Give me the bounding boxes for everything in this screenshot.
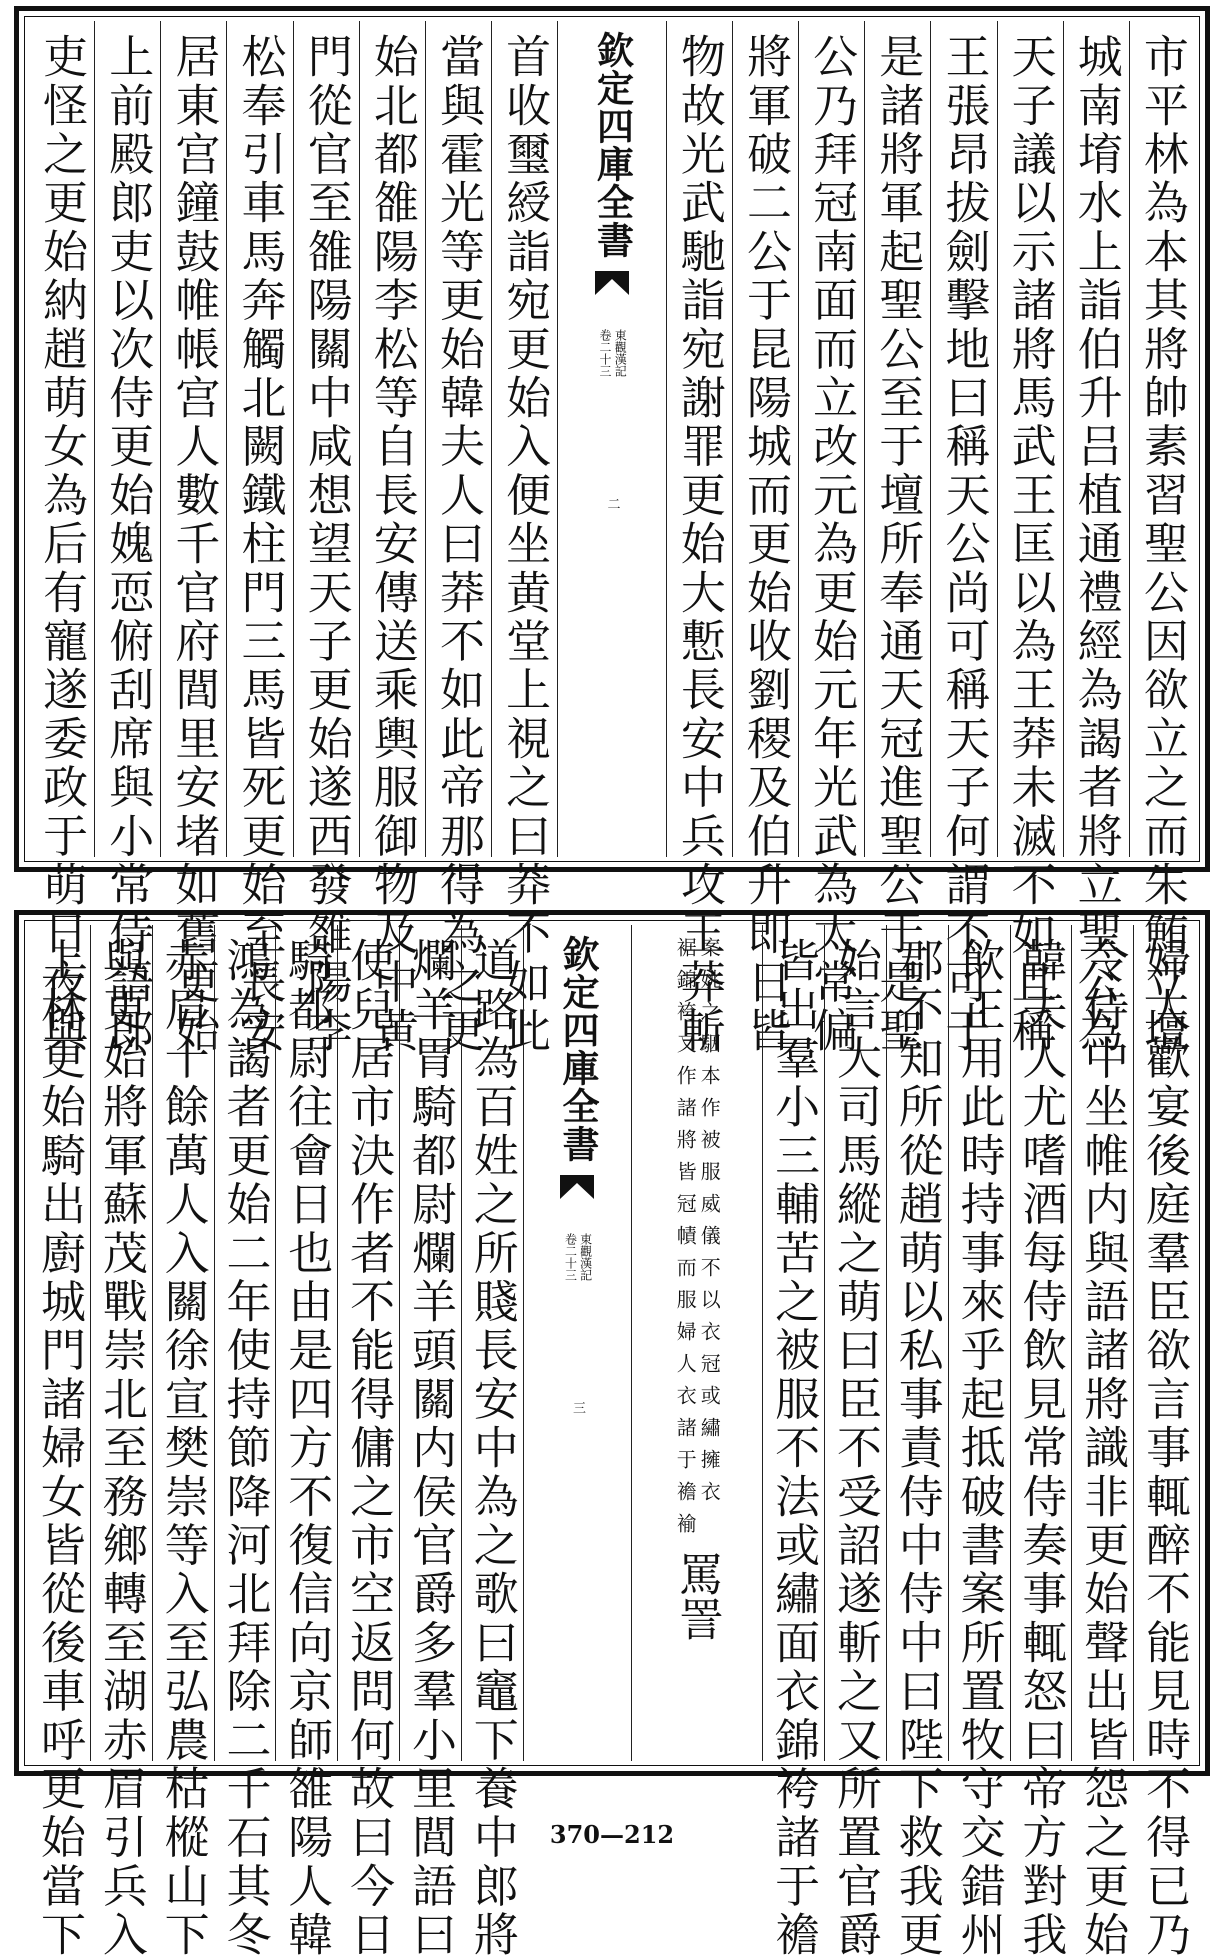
text-column [666,21,732,1056]
margin-page-number: 二 [604,497,620,510]
text-column [1133,925,1195,1960]
column-text: 韓夫人尤嗜酒每侍飲見常侍奏事輒怒曰帝方對我 [1014,937,1068,1960]
text-column [337,925,399,1960]
text-column [94,21,160,1056]
text-column [226,21,292,1056]
column-text: 當與霍光等更始韓夫人曰莽不如此帝那得為之更 [432,33,486,1056]
text-column [948,925,1010,1960]
annotation-trailing-text: 罵詈 [670,1551,724,1641]
column-text: 公乃拜冠南面而立改元為更始元年光武為太常偏 [805,33,859,1056]
text-column [90,925,152,1960]
column-text: 上林更始騎出廚城門諸婦女皆從後車呼更始當下 [32,937,86,1960]
text-column [29,925,90,1960]
column-text: 城南堉水上詣伯升吕植通禮經為謁者將立聖公為 [1069,33,1123,1056]
column-text: 始言大司馬縱之萌曰臣不受詔遂斬之又所置官爵 [828,937,882,1960]
column-text: 上前殿郎吏以次侍更始媿恧俯刮席與小常侍語郎 [101,33,155,1056]
margin-page-number: 三 [569,1401,585,1414]
column-text: 赤眉十餘萬人入關徐宣樊崇等入至弘農枯樅山下 [156,937,210,1960]
annotation-line-left: 裾錦袴又作諸將皆冠幘而服婦人衣諸于襜褕 [673,937,698,1545]
text-column [732,21,798,1056]
margin-title: 欽定四庫全書 [555,935,600,1163]
column-text: 道路為百姓之所賤長安中為之歌曰竈下養中郎將 [465,937,519,1960]
column-text: 使兒居市決作者不能得傭之市空返問何故曰今日 [342,937,396,1960]
column-text: 皆出羣小三輔苦之被服不法或繡面衣錦袴諸于襜 [767,937,821,1960]
column-text: 將軍破二公于昆陽城而更始收劉稷及伯升即日皆 [738,33,792,1056]
text-column [886,925,948,1960]
text-column [997,21,1063,1056]
column-text: 王張昂拔劍擊地曰稱天公尚可稱天子何謂不可于 [937,33,991,1056]
text-column [1071,925,1133,1960]
text-column [152,925,214,1960]
column-text: 居東宫鐘鼓帷帳宫人數千官府閭里安堵如舊更始 [167,33,221,1056]
column-text: 首收璽綬詣宛更始入便坐黄堂上視之曰莽不如此 [498,33,552,1056]
text-column [762,925,824,1960]
top-page [14,6,1210,1056]
fishtail-mark-icon [560,1169,594,1203]
column-text: 始北都雒陽李松等自長安傳送乘輿服御物及中黄 [365,33,419,1056]
column-text: 物故光武馳詣宛謝罪更始大慙長安中兵攻王莽斬 [672,33,726,1056]
text-column [798,21,864,1056]
text-column [824,925,886,1960]
margin-subtitle [598,329,626,377]
column-text: 飲正用此時持事來乎起抵破書案所置牧守交錯州 [952,937,1006,1960]
column-text: 鴻為謁者更始二年使持節降河北拜除二千石其冬 [218,937,272,1960]
text-column [214,925,276,1960]
margin-title: 欽定四庫全書 [590,31,635,259]
text-column [275,925,337,1960]
center-margin [523,925,632,1761]
column-text: 市平林為本其將帥素習聖公因欲立之而朱鮪立壇 [1135,33,1189,1056]
text-column [491,21,557,1056]
column-text: 松奉引車馬奔觸北闕鐵柱門三馬皆死更始至長安 [233,33,287,1056]
text-column [1063,21,1129,1056]
margin-subtitle [563,1233,591,1281]
text-column [160,21,226,1056]
column-text: 是諸將軍起聖公至于壇所奉通天冠進聖公于是聖 [871,33,925,1056]
top-page-columns [29,21,1195,1056]
text-column [864,21,930,1056]
page-number: 370—212 [549,1820,675,1849]
column-text: 婦人歡宴後庭羣臣欲言事輒醉不能見時不得已乃 [1138,937,1192,1960]
center-margin [557,21,666,857]
column-text: 門從官至雒陽關中咸想望天子更始遂西發雒陽李 [299,33,353,1056]
column-text: 騎都尉往會日也由是四方不復信向京師雒陽人韓 [280,937,334,1960]
margin-volume: 卷二十三 [598,329,612,377]
text-column [359,21,425,1056]
column-text: 郡不知所從趙萌以私事責侍中侍中曰陛下救我更 [890,937,944,1960]
margin-book-title: 東觀漢記 [578,1233,593,1281]
column-text: 與更始將軍蘇茂戰崇北至務鄉轉至湖赤眉引兵入 [94,937,148,1960]
text-column [399,925,461,1960]
text-column [425,21,491,1056]
annotation-column [631,925,762,1761]
text-column [1129,21,1195,1056]
text-column [1010,925,1072,1960]
annotation-line-right: 案姚之駰本作被服威儀不以衣冠或繡擁衣 [697,937,722,1513]
margin-book-title: 東觀漢記 [613,329,628,377]
margin-volume: 卷二十三 [563,1233,578,1281]
text-column [293,21,359,1056]
column-text: 令侍中坐帷内與語諸將識非更始聲出皆怨之更始 [1076,937,1130,1960]
annotation-double-line [673,937,722,1545]
column-text: 天子議以示諸將馬武王匡以為王莽未滅不如且稱 [1003,33,1057,1056]
column-text: 吏怪之更始納趙萌女為后有寵遂委政于萌日夜與 [35,33,89,1056]
text-column [29,21,94,1056]
fishtail-mark-icon [595,265,629,299]
text-column [930,21,996,1056]
column-text: 爛羊胃騎都尉爛羊頭關内侯官爵多羣小里閭語曰 [403,937,457,1960]
text-column [461,925,523,1960]
